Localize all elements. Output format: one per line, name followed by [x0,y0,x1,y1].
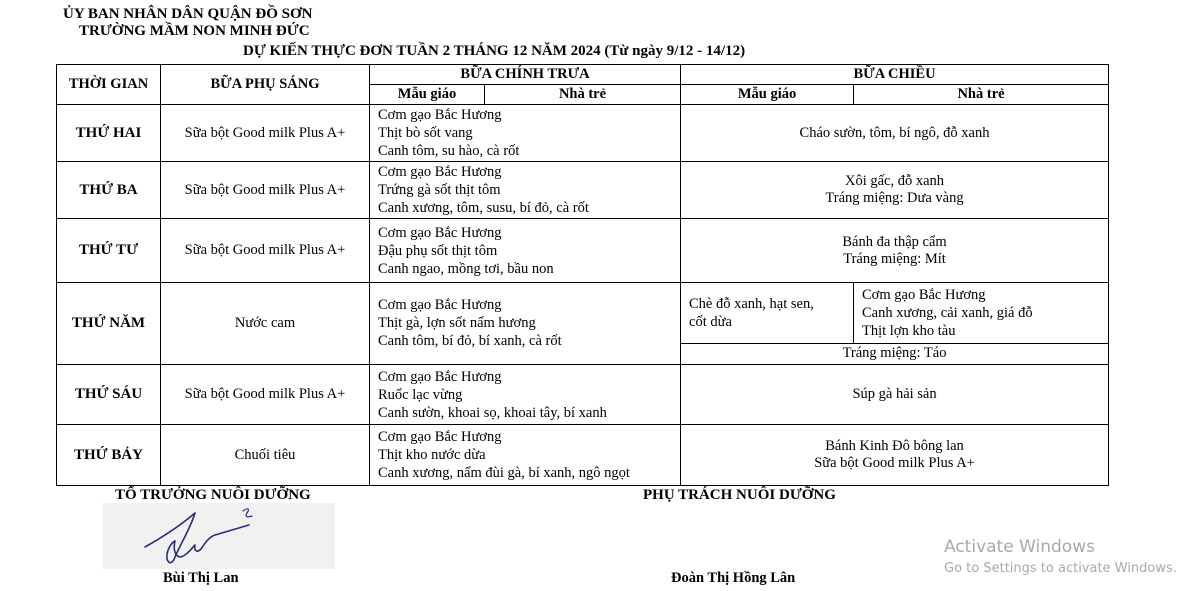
header-school: TRƯỜNG MẦM NON MINH ĐỨC [79,23,310,39]
day-cell: THỨ BA [57,161,161,219]
afternoon-item: Tráng miệng: Mít [843,250,946,267]
lunch-item: Canh sườn, khoai sọ, khoai tây, bí xanh [378,404,607,421]
afternoon-nursery-header: Nhà trẻ [854,85,1109,105]
afternoon-cell [681,364,1109,425]
menu-title: DỰ KIẾN THỰC ĐƠN TUẦN 2 THÁNG 12 NĂM 2024 (Từ ngày 9/12 - 14/12) [243,43,746,59]
right-signatory-title: PHỤ TRÁCH NUÔI DƯỠNG [643,487,836,503]
lunch-cell [370,425,681,486]
afternoon-item: Bánh đa thập cẩm [842,233,947,250]
afternoon-cell [681,105,1109,162]
afternoon-kindergarten-header: Mẫu giáo [681,85,854,105]
lunch-cell [370,283,681,365]
afternoon-item: Tráng miệng: Dưa vàng [825,190,964,207]
lunch-cell [370,161,681,219]
left-signatory-name: Bùi Thị Lan [163,570,239,586]
afternoon-kindergarten-cell [681,283,854,344]
lunch-nursery-header: Nhà trẻ [485,85,681,105]
col-morning-header: BỮA PHỤ SÁNG [161,65,370,105]
lunch-item: Cơm gạo Bắc Hương [378,224,502,241]
afternoon-cell [681,161,1109,219]
table-row [57,364,1109,425]
lunch-item: Ruốc lạc vừng [378,386,463,403]
afternoon-item: Thịt lợn kho tàu [862,322,956,339]
table-row [57,105,1109,162]
lunch-kindergarten-header: Mẫu giáo [370,85,485,105]
col-lunch-header: BỮA CHÍNH TRƯA [370,65,681,85]
afternoon-cell [681,219,1109,283]
morning-cell: Sữa bột Good milk Plus A+ [161,105,370,162]
right-signatory-name: Đoàn Thị Hồng Lân [671,570,796,586]
lunch-item: Canh xương, tôm, susu, bí đỏ, cà rốt [378,200,589,217]
day-cell: THỨ TƯ [57,219,161,283]
table-row [57,283,1109,344]
day-cell: THỨ NĂM [57,283,161,365]
morning-cell: Sữa bột Good milk Plus A+ [161,219,370,283]
lunch-item: Canh tôm, su hào, cà rốt [378,143,520,160]
lunch-item: Canh ngao, mồng tơi, bầu non [378,260,554,277]
header-authority: ỦY BAN NHÂN DÂN QUẬN ĐỒ SƠN [63,6,313,22]
afternoon-item: Xôi gấc, đỗ xanh [844,173,945,190]
lunch-item: Thịt gà, lợn sốt nấm hương [378,315,536,332]
afternoon-item: Sữa bột Good milk Plus A+ [814,455,975,472]
lunch-item: Trứng gà sốt thịt tôm [378,182,501,199]
afternoon-item: Cơm gạo Bắc Hương [862,286,986,303]
signature-image [103,503,335,569]
menu-table [56,64,1109,486]
afternoon-cell [681,425,1109,486]
activate-windows-subtitle: Go to Settings to activate Windows. [944,561,1177,576]
morning-cell: Sữa bột Good milk Plus A+ [161,364,370,425]
afternoon-item: cốt dừa [689,313,732,330]
afternoon-nursery-cell [854,283,1109,344]
afternoon-item: Súp gà hải sản [852,386,937,403]
table-row [57,425,1109,486]
lunch-item: Thịt kho nước dừa [378,447,486,464]
col-time-header: THỜI GIAN [57,65,161,105]
day-cell: THỨ HAI [57,105,161,162]
afternoon-dessert-cell: Tráng miệng: Táo [681,343,1109,364]
col-afternoon-header: BỮA CHIỀU [681,65,1109,85]
left-signatory-title: TỔ TRƯỞNG NUÔI DƯỠNG [115,487,311,503]
morning-cell: Sữa bột Good milk Plus A+ [161,161,370,219]
afternoon-item: Chè đỗ xanh, hạt sen, [689,295,814,312]
lunch-cell [370,364,681,425]
activate-windows-title: Activate Windows [944,537,1095,557]
afternoon-item: Bánh Kinh Đô bông lan [825,438,964,455]
lunch-item: Cơm gạo Bắc Hương [378,107,502,124]
day-cell: THỨ SÁU [57,364,161,425]
lunch-item: Cơm gạo Bắc Hương [378,429,502,446]
lunch-item: Đậu phụ sốt thịt tôm [378,242,498,259]
afternoon-item: Cháo sườn, tôm, bí ngô, đỗ xanh [799,124,990,141]
lunch-item: Canh tôm, bí đỏ, bí xanh, cà rốt [378,333,562,350]
lunch-item: Cơm gạo Bắc Hương [378,164,502,181]
table-row [57,161,1109,219]
lunch-cell [370,105,681,162]
afternoon-item: Canh xương, cải xanh, giá đỗ [862,304,1033,321]
day-cell: THỨ BẢY [57,425,161,486]
lunch-item: Canh xương, nấm đùi gà, bí xanh, ngô ngọt [378,465,630,482]
morning-cell: Nước cam [161,283,370,365]
morning-cell: Chuối tiêu [161,425,370,486]
lunch-item: Thịt bò sốt vang [378,125,473,142]
lunch-item: Cơm gạo Bắc Hương [378,297,502,314]
table-row [57,219,1109,283]
lunch-item: Cơm gạo Bắc Hương [378,368,502,385]
lunch-cell [370,219,681,283]
